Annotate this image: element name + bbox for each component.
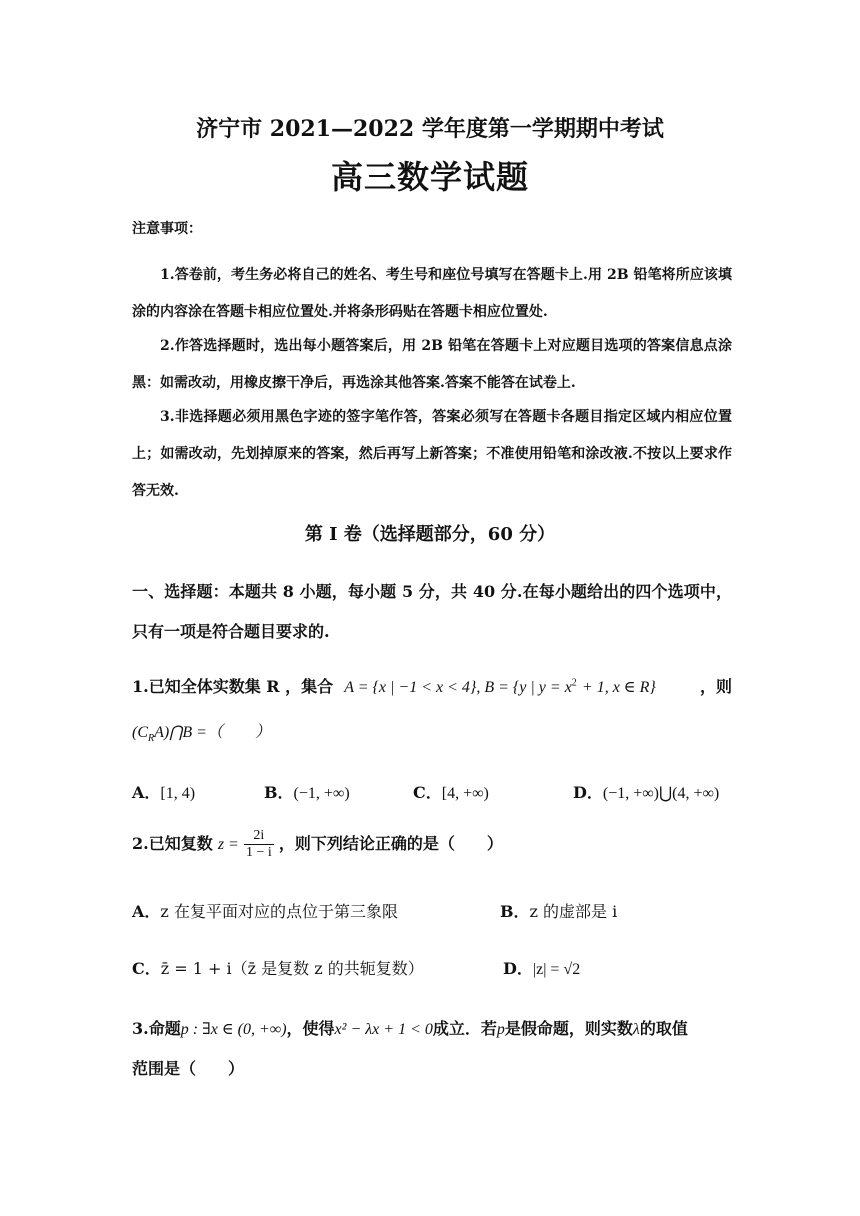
q1-set-a: A = {x | −1 < x < 4}, B = {y | y = x — [344, 679, 572, 696]
q2-option-b[interactable]: B．z 的虚部是 i — [500, 902, 618, 921]
q2-fraction: $\frac{2i}{1 - i}$ — [245, 828, 272, 860]
question-2: 2.已知复数 z = $\frac{2i}{1 - i}$ ，则下列结论正确的是（ ） — [132, 828, 503, 860]
q1-set-expression: A = {x | −1 < x < 4}, B = {y | $y = x^2 + 1$, x ∈ R} — [344, 677, 656, 696]
q1-option-c[interactable]: C．[4, +∞) — [413, 783, 489, 802]
notice-label: 注意事项： — [132, 221, 202, 237]
exam-subtitle: 高三数学试题 — [330, 158, 529, 196]
notice-item-1: 1.答卷前，考生务必将自己的姓名、考生号和座位号填写在答题卡上.用 2B 铅笔将所应该填涂的内容涂在答题卡相应位置处.并将条形码贴在答题卡相应位置处. — [132, 267, 732, 320]
exam-title: 济宁市 2021—2022 学年度第一学期期中考试 — [196, 116, 664, 142]
section-heading: 第 I 卷（选择题部分，60 分） — [304, 524, 556, 545]
q1-lead: 1.已知全体实数集 R ，集合 — [132, 677, 334, 696]
q2-option-a[interactable]: A．z 在复平面对应的点位于第三象限 — [132, 902, 398, 921]
section-instruction: 一、选择题：本题共 8 小题，每小题 5 分，共 40 分.在每小题给出的四个选项中，只有一项是符合题目要求的. — [132, 582, 732, 641]
q1-tail: ，则 — [699, 677, 732, 696]
q2-option-c[interactable]: C．z̄ = 1 + i（z̄ 是复数 z 的共轭复数） — [132, 959, 424, 978]
notice-item-3: 3.非选择题必须用黑色字迹的签字笔作答，答案必须写在答题卡各题目指定区域内相应位置上；如需改动，先划掉原来的答案，然后再写上新答案；不准使用铅笔和涂改液.不按以上要求作答无效. — [132, 409, 732, 499]
q1-option-d[interactable]: D．(−1, +∞)⋃(4, +∞) — [573, 783, 720, 802]
question-3-line2: 范围是（ ） — [132, 1059, 245, 1078]
q1-set-b: + 1, x ∈ R} — [581, 679, 656, 696]
question-3: 3.命题p : ∃x ∈ (0, +∞)，使得x² − λx + 1 < 0成立．若p是假命题，则实数λ的取值 — [132, 1019, 688, 1038]
question-1 — [132, 674, 732, 697]
question-1-line2: $(C_RA)⋂B$ =（ ） — [132, 724, 271, 745]
notice-item-2: 2.作答选择题时，选出每小题答案后，用 2B 铅笔在答题卡上对应题目选项的答案信息点涂黑：如需改动，用橡皮擦干净后，再选涂其他答案.答案不能答在试卷上. — [132, 338, 732, 391]
q2-option-d[interactable]: D．|z| = √2 — [503, 959, 581, 978]
q1-option-a[interactable]: A．[1, 4) — [132, 783, 196, 802]
q1-option-b[interactable]: B．(−1, +∞) — [264, 783, 350, 802]
